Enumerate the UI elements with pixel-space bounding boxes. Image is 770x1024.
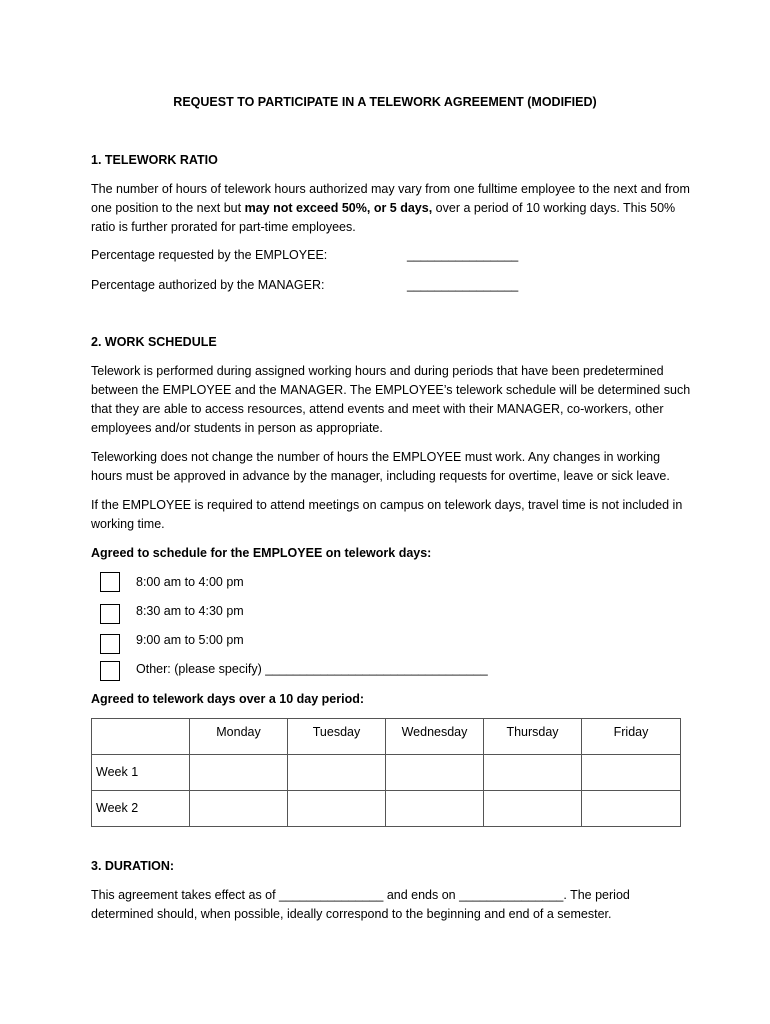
table-header-cell: Thursday <box>484 719 582 755</box>
section-3-heading: 3. DURATION: <box>91 859 175 873</box>
table-cell[interactable] <box>190 755 288 791</box>
table-header-cell: Monday <box>190 719 288 755</box>
table-cell[interactable] <box>582 791 681 827</box>
schedule-option-label: 9:00 am to 5:00 pm <box>136 633 244 647</box>
table-cell[interactable] <box>484 791 582 827</box>
work-schedule-paragraph-1: Telework is performed during assigned working hours and during periods that have been predetermined between the EMPLOYEE and the MANAGER. The EMPLOYEE’s telework schedule will be determined such that they are able to access resources, attend events and meet with their MANAGER, co-workers, other employees and/or students in person as appropriate. <box>91 364 691 435</box>
telework-days-heading: Agreed to telework days over a 10 day period: <box>91 692 365 706</box>
table-header-cell: Tuesday <box>288 719 386 755</box>
table-cell[interactable] <box>386 791 484 827</box>
table-header-cell <box>92 719 190 755</box>
table-header-cell: Wednesday <box>386 719 484 755</box>
table-header-row <box>92 719 681 755</box>
telework-days-table <box>91 718 681 827</box>
table-row-label: Week 1 <box>92 755 190 791</box>
table-row <box>92 791 681 827</box>
employee-percentage-field[interactable]: ________________ <box>407 248 519 262</box>
schedule-option-other-label[interactable]: Other: (please specify) ________________________________ <box>136 662 488 676</box>
table-cell[interactable] <box>190 791 288 827</box>
duration-paragraph: This agreement takes effect as of _______________ and ends on _______________. The period determined should, when possible, ideally correspond to the beginning and end of a semester. <box>91 888 630 921</box>
ratio-text-start: The number of hours of telework hours authorized may vary from one fulltime employee to the next and from one position to the next but <box>91 182 690 215</box>
work-schedule-paragraph-2: Teleworking does not change the number of hours the EMPLOYEE must work. Any changes in working hours must be approved in advance by the manager, including requests for overtime, leave or sick leave. <box>91 450 670 483</box>
schedule-option-label: 8:00 am to 4:00 pm <box>136 575 244 589</box>
table-cell[interactable] <box>386 755 484 791</box>
section-2-heading: 2. WORK SCHEDULE <box>91 335 217 349</box>
manager-percentage-label: Percentage authorized by the MANAGER: <box>91 278 325 292</box>
schedule-checkbox-0900[interactable] <box>100 634 120 654</box>
table-cell[interactable] <box>288 791 386 827</box>
table-cell[interactable] <box>484 755 582 791</box>
section-1-heading: 1. TELEWORK RATIO <box>91 153 218 167</box>
employee-percentage-label: Percentage requested by the EMPLOYEE: <box>91 248 328 262</box>
work-schedule-paragraph-3: If the EMPLOYEE is required to attend meetings on campus on telework days, travel time is not included in working time. <box>91 498 683 531</box>
telework-ratio-paragraph <box>91 180 691 237</box>
schedule-options-heading: Agreed to schedule for the EMPLOYEE on telework days: <box>91 546 432 560</box>
manager-percentage-field[interactable]: ________________ <box>407 278 519 292</box>
table-row <box>92 755 681 791</box>
table-cell[interactable] <box>288 755 386 791</box>
table-header-cell: Friday <box>582 719 681 755</box>
schedule-option-label: 8:30 am to 4:30 pm <box>136 604 244 618</box>
table-row-label: Week 2 <box>92 791 190 827</box>
document-title: REQUEST TO PARTICIPATE IN A TELEWORK AGREEMENT (MODIFIED) <box>173 95 597 109</box>
ratio-text-end: over a period of 10 working days. This 50% ratio is further prorated for part-time employees. <box>91 201 676 234</box>
schedule-checkbox-0800[interactable] <box>100 572 120 592</box>
schedule-checkbox-other[interactable] <box>100 661 120 681</box>
table-cell[interactable] <box>582 755 681 791</box>
ratio-limit-bold: may not exceed 50%, or 5 days, <box>244 201 433 215</box>
schedule-checkbox-0830[interactable] <box>100 604 120 624</box>
